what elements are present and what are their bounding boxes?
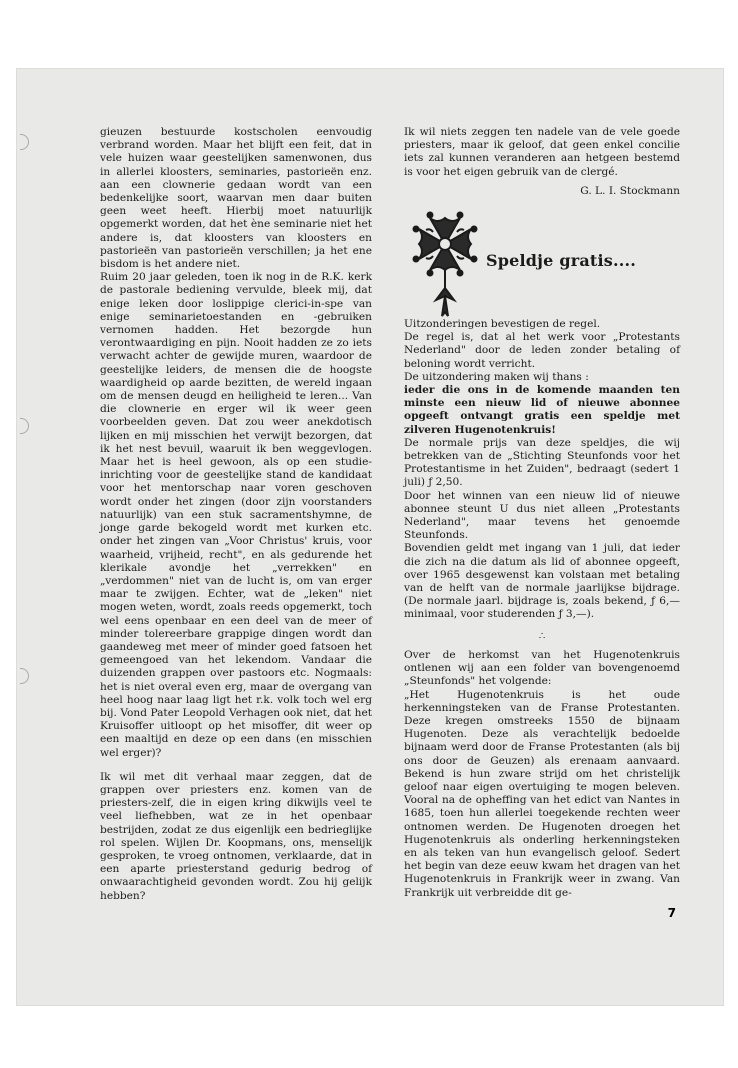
binder-hole-bottom <box>20 668 29 684</box>
left-paragraph-2: Ruim 20 jaar geleden, toen ik nog in de R.K. kerk de pastorale bediening vervulde, bleek mij, dat enige leken door loslippige clerici-in-spe van enige seminarietoestanden en -gebruiken vernomen hadden. Het bezorgde hun verontwaardiging en pijn. Nooit hadden ze zo iets verwacht achter de gewijde muren, waardoor de geestelijke leiders, de mensen die de hoogste waardigheid op aarde bezitten, de wereld ingaan om de mensen deugd en heiligheid te leren... Van die clownerie en erger wil ik weer geen voorbeelden geven. Dat zou weer anekdotisch lijken en mij misschien het verwijt bezorgen, dat ik het nest bevuil, waaruit ik ben weggevlogen. Maar het is heel gewoon, als op een studie-inrichting voor de geestelijke stand de kandidaat voor het mentorschap naar voren geschoven wordt onder het zingen (door zijn voorstanders natuurlijk) van een stuk sacramentshymne, de jonge garde bekogeld wordt met kurken etc. onder het zingen van „Voor Christus' kruis, voor waarheid, vrijheid, recht", en als gedurende het klerikale avondje het „verrekken" en „verdommen" niet van de lucht is, om van erger maar te zwijgen. Echter, wat de „leken" niet mogen weten, wordt, zoals reeds opgemerkt, toch wel eens openbaar en een deel van de meer of minder tolereerbare grappige dingen wordt dan gaandeweg met meer of minder goed fatsoen het gemeengoed van het lekendom. Vandaar die duizenden grappen over pastoors etc. Nogmaals: het is niet overal even erg, maar de overgang van heel hoog naar laag ligt het r.k. volk toch wel erg bij. Vond Pater Leopold Verhagen ook niet, dat het Kruisoffer uitloopt op het misoffer, dit weer op een maaltijd en deze op een dans (en misschien wel erger)? <box>100 271 372 759</box>
right-paragraph-8: Over de herkomst van het Hugenotenkruis ontlenen wij aan een folder van bovengenoemd „Steunfonds" het volgende: <box>404 648 680 688</box>
huguenot-cross-icon <box>400 204 490 324</box>
binder-hole-middle <box>20 418 29 434</box>
left-paragraph-3: Ik wil met dit verhaal maar zeggen, dat de grappen over priesters enz. komen van de priesters-zelf, die in eigen kring dikwijls veel te veel liefhebben, wat ze in het openbaar bestrijden, zodat ze dus eigenlijk een bedrieglijke rol spelen. Wijlen Dr. Koopmans, ons, menselijk gesproken, te vroeg ontnomen, verklaarde, dat in een aparte priesterstand gedurig bedrog of onwaarachtigheid gevonden wordt. Zou hij gelijk hebben? <box>100 770 372 902</box>
right-paragraph-7: Bovendien geldt met ingang van 1 juli, dat ieder die zich na die datum als lid of abonnee opgeeft, over 1965 desgewenst kan volstaan met betaling van de helft van de normale jaarlijkse bijdrage. (De normale jaarl. bijdrage is, zoals bekend, ƒ 6,— minimaal, voor studerenden ƒ 3,—). <box>404 542 680 621</box>
article-header <box>404 204 680 326</box>
right-column <box>404 126 680 900</box>
right-paragraph-bold: ieder die ons in de komende maanden ten minste een nieuw lid of nieuwe abonnee opgeeft ontvangt gratis een speldje met zilveren Hugenotenkruis! <box>404 384 680 436</box>
article-subtitle: Uitzonderingen bevestigen de regel. <box>404 318 601 331</box>
right-paragraph-2: De regel is, dat al het werk voor „Protestants Nederland" door de leden zonder betaling of beloning wordt verricht. <box>404 331 680 370</box>
right-paragraph-6: Door het winnen van een nieuw lid of nieuwe abonnee steunt U dus niet alleen „Protestants Nederland", maar tevens het genoemde Steunfonds. <box>404 489 680 542</box>
left-paragraph-1: gieuzen bestuurde kostscholen eenvoudig verbrand worden. Maar het blijft een feit, dat in vele huizen waar geestelijken samenwonen, dus in allerlei kloosters, seminaries, pastorieën enz. aan een clownerie gedaan wordt van een bedenkelijke soort, waarvan men daar buiten geen weet heeft. Hierbij moet natuurlijk opgemerkt worden, dat het ène seminarie niet het andere is, dat kloosters van kloosters en pastorieën van pastorieën verschillen; ja het ene bisdom is het andere niet. <box>100 126 372 271</box>
article-title: Speldje gratis.... <box>486 251 637 271</box>
section-separator: ∴ <box>538 630 546 642</box>
binder-hole-top <box>20 134 29 150</box>
right-paragraph-3: De uitzondering maken wij thans : <box>404 370 589 383</box>
magazine-page <box>16 68 724 1006</box>
left-column <box>100 126 372 903</box>
right-paragraph-5: De normale prijs van deze speldjes, die wij betrekken van de „Stichting Steunfonds voor het Protestantisme in het Zuiden", bedraagt (sedert 1 juli) ƒ 2,50. <box>404 436 680 489</box>
page-number: 7 <box>667 906 676 920</box>
right-paragraph-9: „Het Hugenotenkruis is het oude herkenningsteken van de Franse Protestanten. Deze kregen omstreeks 1550 de bijnaam Hugenoten. Deze als verachtelijk bedoelde bijnaam werd door de Franse Protestanten (als bij ons door de Geuzen) als erenaam aanvaard. Bekend is hun zware strijd om het christelijk geloof naar eigen overtuiging te mogen beleven. Vooral na de opheffing van het edict van Nantes in 1685, toen hun allerlei toegekende rechten weer ontnomen werden. De Hugenoten droegen het Hugenotenkruis als onderling herkenningsteken en als teken van hun evangelisch geloof. Sedert het begin van deze eeuw kwam het dragen van het Hugenotenkruis in Frankrijk weer in zwang. Van Frankrijk uit verbreidde dit ge- <box>404 688 680 899</box>
right-paragraph-1: Ik wil niets zeggen ten nadele van de vele goede priesters, maar ik geloof, dat geen enkel concilie iets zal kunnen veranderen aan hetgeen bestemd is voor het eigen gebruik van de clergé. <box>404 126 680 178</box>
author-signature: G. L. I. Stockmann <box>580 184 680 197</box>
